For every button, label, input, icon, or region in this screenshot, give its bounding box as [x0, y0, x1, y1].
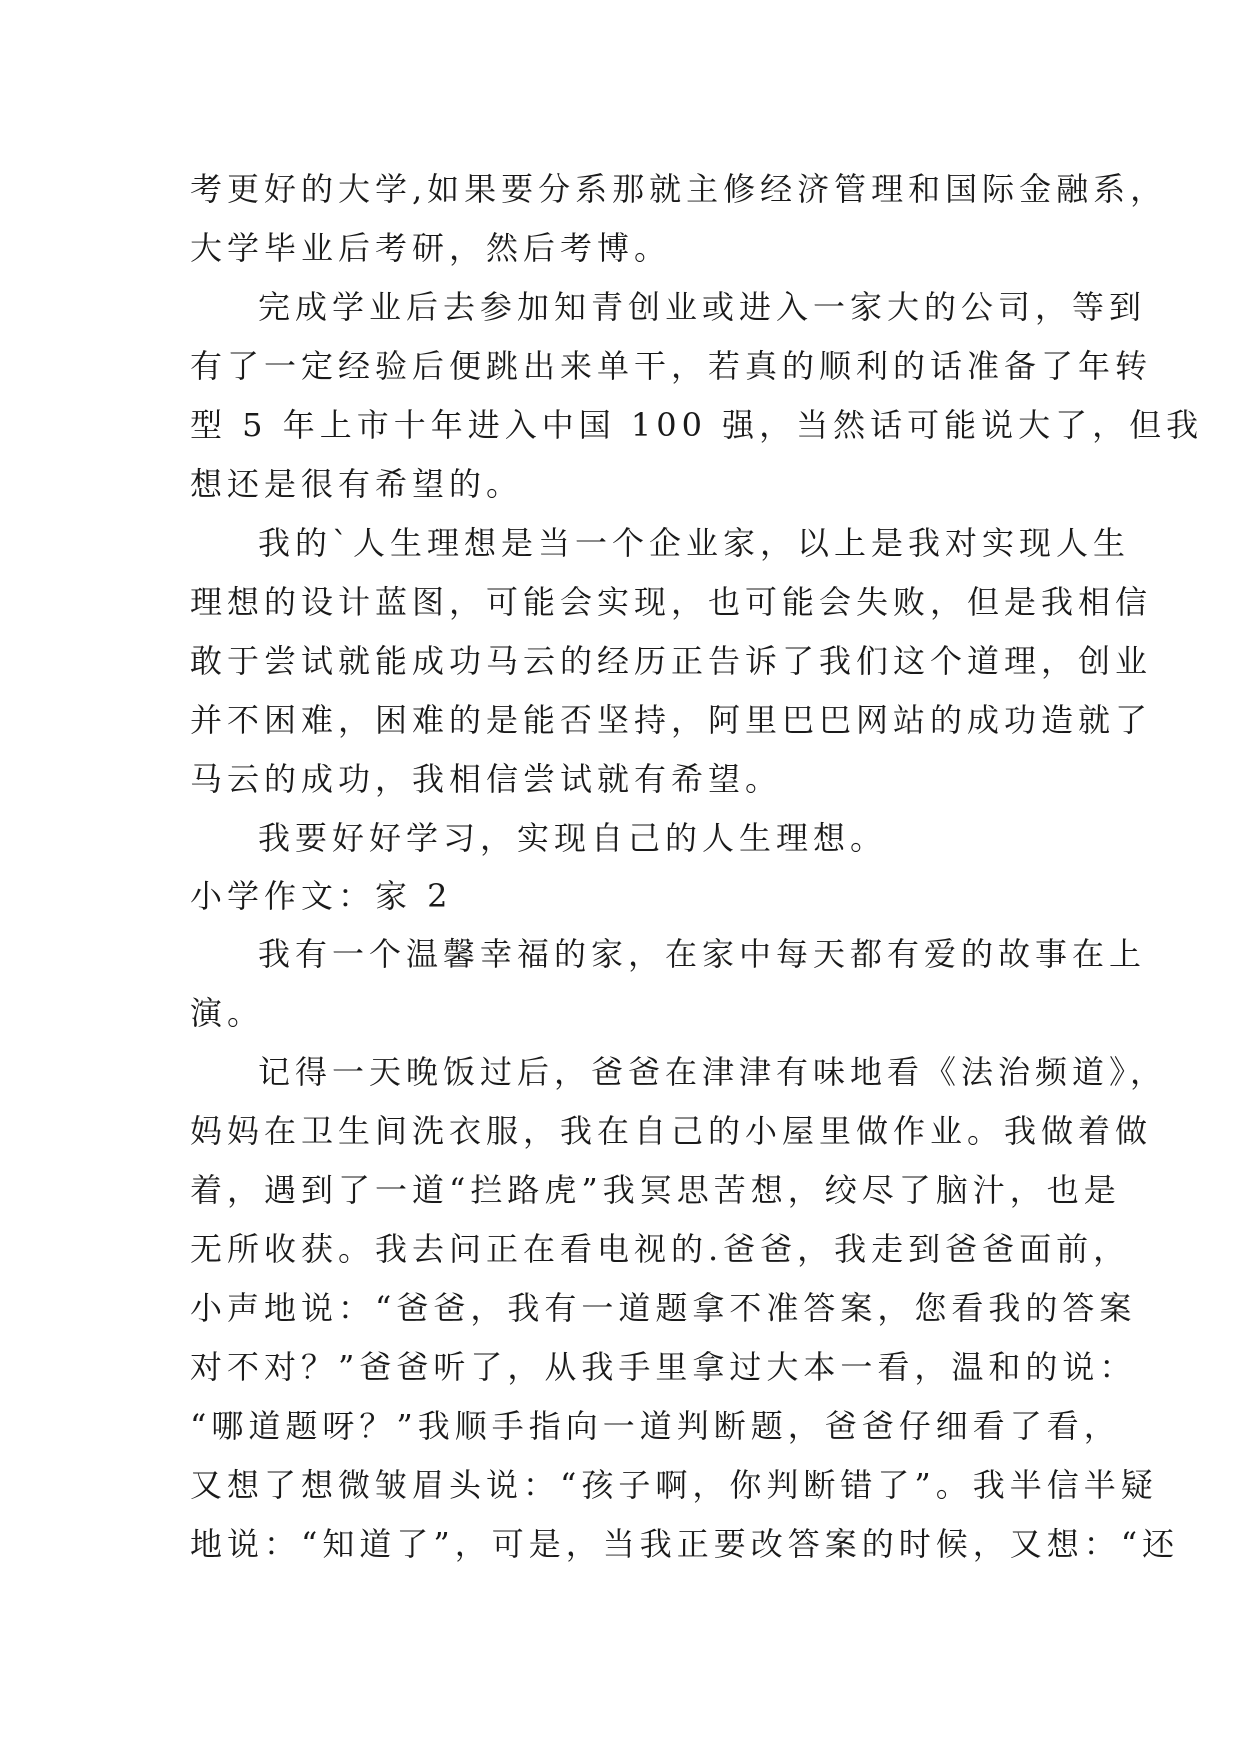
- text-line: 我要好好学习，实现自己的人生理想。: [258, 819, 888, 857]
- text-line: 妈妈在卫生间洗衣服，我在自己的小屋里做作业。我做着做: [190, 1112, 1153, 1150]
- text-line: 有了一定经验后便跳出来单干，若真的顺利的话准备了年转: [190, 347, 1153, 385]
- text-line: 完成学业后去参加知青创业或进入一家大的公司，等到: [258, 288, 1147, 326]
- text-line: 考更好的大学,如果要分系那就主修经济管理和国际金融系，: [190, 170, 1168, 208]
- text-line: 着，遇到了一道“拦路虎”我冥思苦想，绞尽了脑汁，也是: [190, 1171, 1121, 1209]
- text-line: 想还是很有希望的。: [190, 465, 524, 503]
- section-heading: 小学作文：家 2: [190, 877, 453, 915]
- text-line: 理想的设计蓝图，可能会实现，也可能会失败，但是我相信: [190, 583, 1153, 621]
- text-line: 又想了想微皱眉头说：“孩子啊，你判断错了”。我半信半疑: [190, 1466, 1158, 1504]
- text-line: 敢于尝试就能成功马云的经历正告诉了我们这个道理，创业: [190, 642, 1153, 680]
- text-line: 无所收获。我去问正在看电视的.爸爸，我走到爸爸面前，: [190, 1230, 1131, 1268]
- text-line: 大学毕业后考研，然后考博。: [190, 229, 672, 267]
- text-line: 对不对？”爸爸听了，从我手里拿过大本一看，温和的说：: [190, 1348, 1137, 1386]
- text-line: 地说：“知道了”，可是，当我正要改答案的时候，又想：“还: [190, 1525, 1180, 1563]
- text-line: 记得一天晚饭过后，爸爸在津津有味地看《法治频道》，: [258, 1053, 1168, 1091]
- text-line: 马云的成功，我相信尝试就有希望。: [190, 760, 783, 798]
- text-line: 演。: [190, 994, 265, 1032]
- document-body: [190, 160, 1204, 1574]
- text-line: 我有一个温馨幸福的家，在家中每天都有爱的故事在上: [258, 935, 1147, 973]
- text-line: 型 5 年上市十年进入中国 100 强，当然话可能说大了，但我: [190, 406, 1204, 444]
- text-line: 我的`人生理想是当一个企业家，以上是我对实现人生: [258, 524, 1131, 562]
- text-line: 并不困难，困难的是能否坚持，阿里巴巴网站的成功造就了: [190, 701, 1153, 739]
- text-line: “哪道题呀？”我顺手指向一道判断题，爸爸仔细看了看，: [190, 1407, 1121, 1445]
- text-line: 小声地说：“爸爸，我有一道题拿不准答案，您看我的答案: [190, 1289, 1137, 1327]
